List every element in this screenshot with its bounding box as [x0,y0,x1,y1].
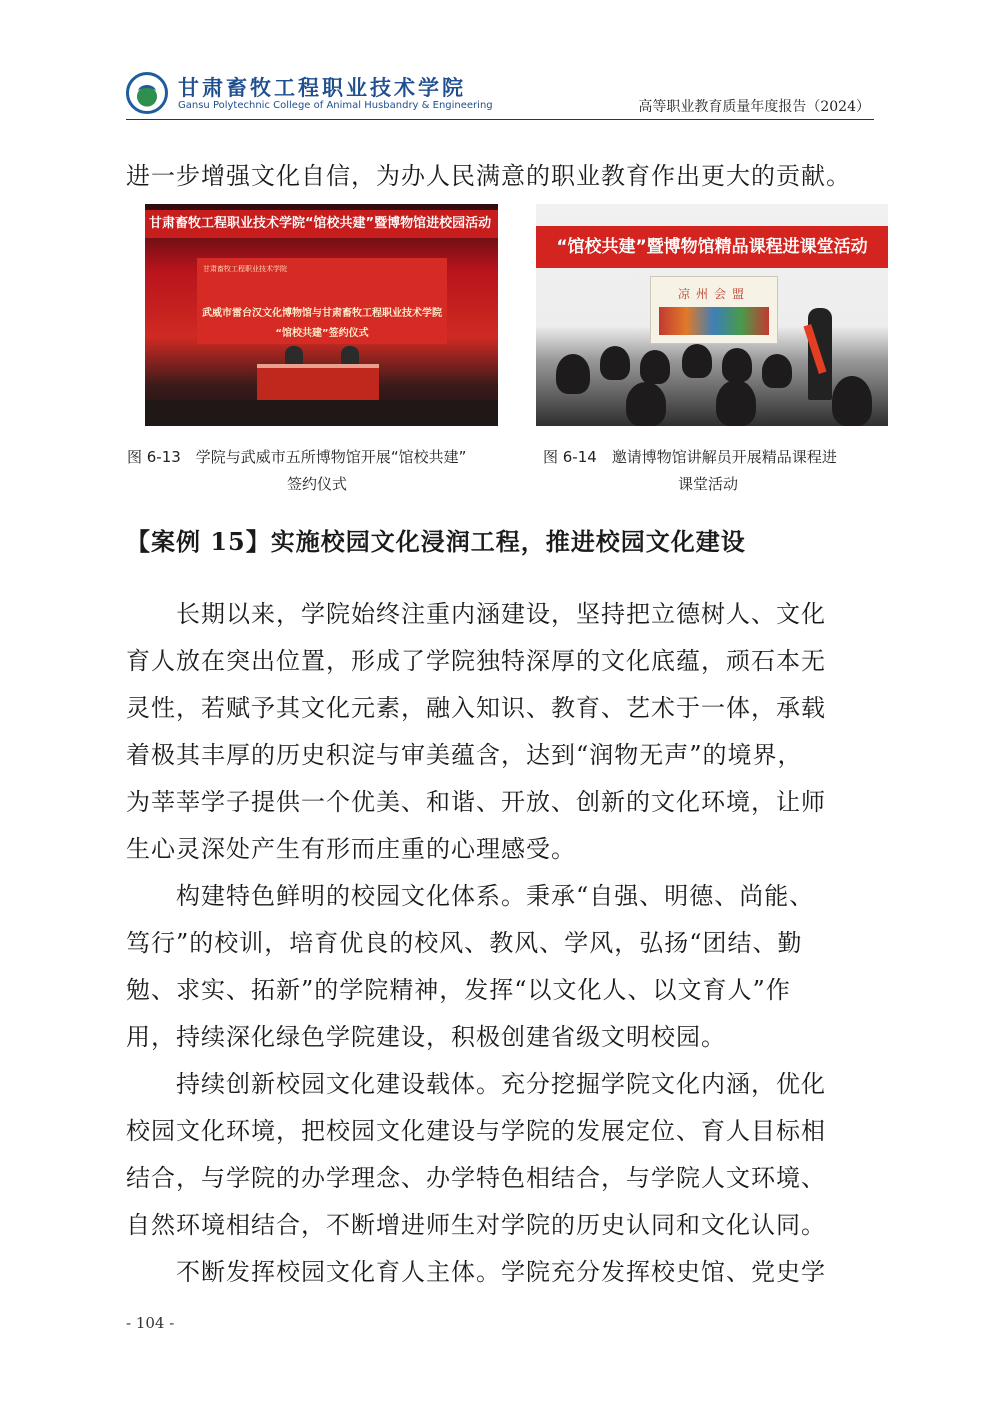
photo-classroom-activity [536,204,888,426]
photo1-screen-line1: 武威市雷台汉文化博物馆与甘肃畜牧工程职业技术学院 [202,308,442,319]
photo2-student [832,376,872,426]
report-title: 高等职业教育质量年度报告（2024） [638,99,870,115]
photo2-student [762,354,792,388]
photo2-student [722,348,752,382]
photo2-student [626,382,666,426]
photo2-student [640,350,670,384]
photo2-screen-image [659,307,769,335]
photo2-banner-text: “馆校共建”暨博物馆精品课程进课堂活动 [556,237,868,257]
paragraph2-line: 笃行”的校训，培育优良的校风、教风、学风，弘扬“团结、勤 [126,929,803,957]
paragraph2-line: 用，持续深化绿色学院建设，积极创建省级文明校园。 [126,1023,726,1051]
paragraph1-line: 灵性，若赋予其文化元素，融入知识、教育、艺术于一体，承载 [126,694,826,722]
paragraph4-line: 不断发挥校园文化育人主体。学院充分发挥校史馆、党史学 [126,1258,826,1286]
photo2-banner [536,226,888,268]
paragraph1-line: 着极其丰厚的历史积淀与审美蕴含，达到“润物无声”的境界， [126,741,803,769]
school-name-en: Gansu Polytechnic College of Animal Husbandry & Engineering [178,100,493,111]
photo2-student [600,346,630,380]
photo2-student [556,354,590,394]
paragraph1-line: 育人放在突出位置，形成了学院独特深厚的文化底蕴，顽石本无 [126,647,826,675]
caption-fig-6-13-line2: 签约仪式 [287,475,348,493]
photo1-stage-screen [197,258,447,344]
photo-signing-ceremony [145,204,498,426]
school-name-cn: 甘肃畜牧工程职业技术学院 [178,75,466,100]
page-header [126,66,874,120]
case-title: 【案例 15】实施校园文化浸润工程，推进校园文化建设 [126,527,746,556]
photo1-screen-school: 甘肃畜牧工程职业技术学院 [203,265,287,273]
caption-fig-6-14-line2: 课堂活动 [678,475,739,493]
paragraph1-line: 为莘莘学子提供一个优美、和谐、开放、创新的文化环境，让师 [126,788,826,816]
photo2-student [716,380,756,426]
page-number: - 104 - [126,1314,175,1332]
photo1-banner [145,210,498,238]
paragraph2-line: 构建特色鲜明的校园文化体系。秉承“自强、明德、尚能、 [126,882,815,910]
paragraph2-line: 勉、求实、拓新”的学院精神，发挥“以文化人、以文育人”作 [126,976,791,1004]
intro-line: 进一步增强文化自信，为办人民满意的职业教育作出更大的贡献。 [126,162,851,190]
paragraph3-line: 结合，与学院的办学理念、办学特色相结合，与学院人文环境、 [126,1164,826,1192]
caption-fig-6-14-line1: 图 6-14 邀请博物馆讲解员开展精品课程进 [543,448,837,466]
photo2-screen-title: 凉州会盟 [677,287,750,301]
photo2-projector-screen [650,276,778,344]
photo1-signing-table [257,364,379,402]
paragraph1-line: 长期以来，学院始终注重内涵建设，坚持把立德树人、文化 [126,600,826,628]
paragraph3-line: 自然环境相结合，不断增进师生对学院的历史认同和文化认同。 [126,1211,826,1239]
header-divider [126,119,874,120]
paragraph3-line: 校园文化环境，把校园文化建设与学院的发展定位、育人目标相 [126,1117,826,1145]
paragraph3-line: 持续创新校园文化建设载体。充分挖掘学院文化内涵，优化 [126,1070,826,1098]
school-logo-icon [126,72,168,114]
photo1-screen-line2: “馆校共建”签约仪式 [275,328,369,339]
photo1-audience [145,400,498,426]
paragraph1-line: 生心灵深处产生有形而庄重的心理感受。 [126,835,576,863]
photo1-banner-text: 甘肃畜牧工程职业技术学院“馆校共建”暨博物馆进校园活动 [149,216,492,231]
photo2-student [682,344,712,378]
caption-fig-6-13-line1: 图 6-13 学院与武威市五所博物馆开展“馆校共建” [127,448,467,466]
